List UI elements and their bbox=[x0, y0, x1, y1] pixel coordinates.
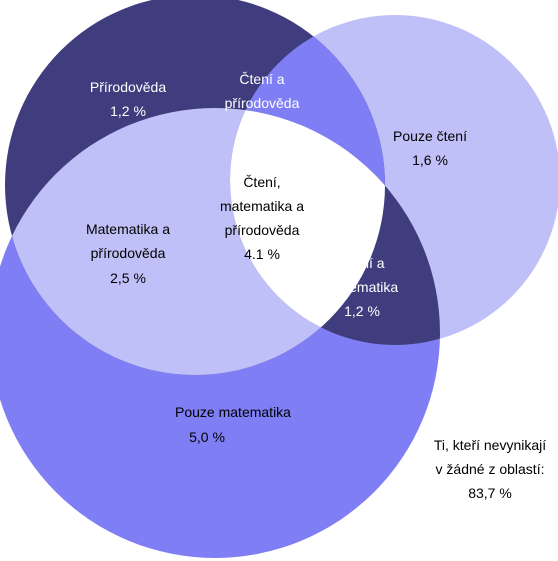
reading-science-value: 0,8 % bbox=[244, 120, 280, 136]
reading-science-line2: přírodověda bbox=[224, 95, 300, 111]
reading-only-title: Pouze čtení bbox=[393, 128, 467, 144]
outside-label bbox=[434, 437, 546, 501]
science-only-title: Přírodověda bbox=[89, 79, 167, 95]
math-science-value: 2,5 % bbox=[110, 270, 146, 286]
reading-math-value: 1,2 % bbox=[344, 303, 380, 319]
outside-line2: v žádné z oblastí: bbox=[435, 461, 545, 477]
outside-value: 83,7 % bbox=[468, 485, 512, 501]
math-only-title: Pouze matematika bbox=[175, 404, 291, 420]
math-only-value: 5,0 % bbox=[189, 429, 225, 445]
all-three-line1: Čtení, bbox=[243, 174, 281, 190]
reading-only-value: 1,6 % bbox=[412, 152, 448, 168]
outside-line1: Ti, kteří nevynikají bbox=[433, 437, 547, 453]
reading-science-line1: Čtení a bbox=[239, 71, 285, 87]
science-only-value: 1,2 % bbox=[110, 103, 146, 119]
reading-math-line1: Čtení a bbox=[339, 255, 385, 271]
math-science-line2: přírodověda bbox=[90, 245, 166, 261]
all-three-value: 4.1 % bbox=[244, 246, 280, 262]
math-science-line1: Matematika a bbox=[85, 221, 171, 237]
all-three-line3: přírodověda bbox=[224, 222, 300, 238]
all-three-line2: matematika a bbox=[219, 198, 305, 214]
reading-math-line2: matematika bbox=[325, 279, 399, 295]
